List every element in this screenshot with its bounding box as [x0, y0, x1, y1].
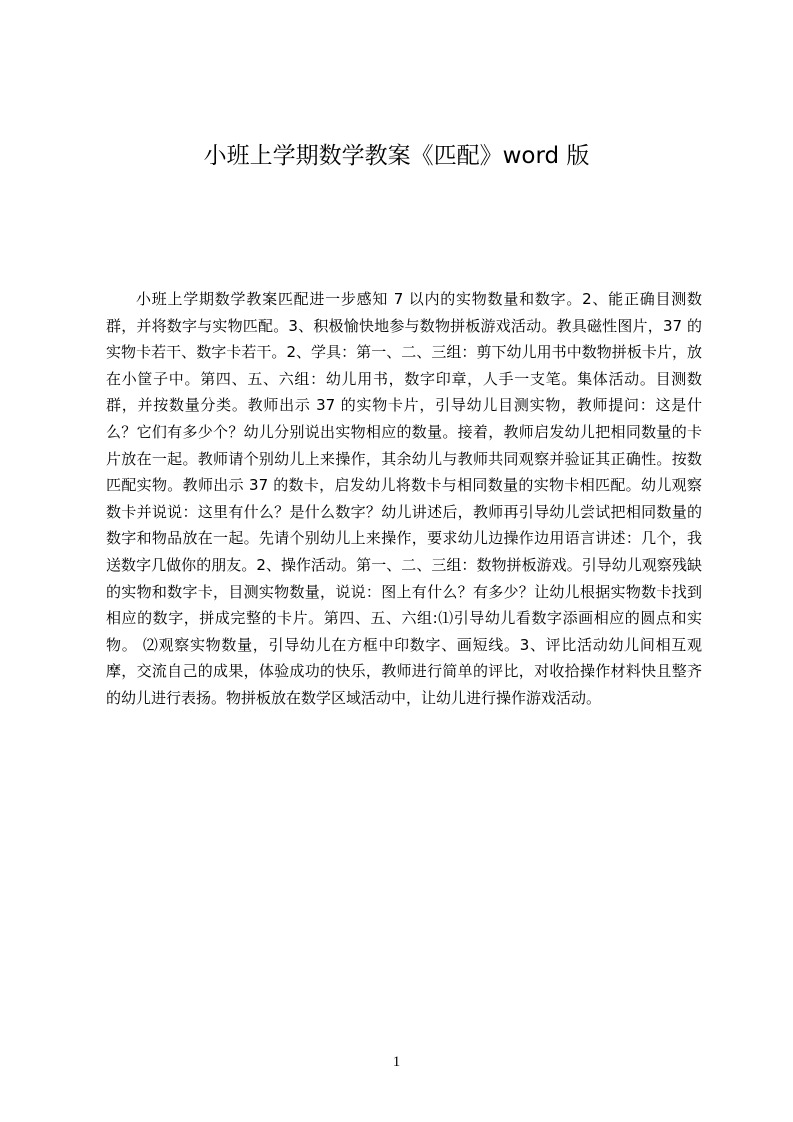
document-body-paragraph: 小班上学期数学教案匹配进一步感知 7 以内的实物数量和数字。2、能正确目测数群，并将数字与实物匹配。3、积极愉快地参与数物拼板游戏活动。教具磁性图片，37 的实物卡若干、数字卡若干。2、学具：第一、二、三组：剪下幼儿用书中数物拼板卡片，放在小筐子中。第四、五、六组：幼儿用书，数字印章，人手一支笔。集体活动。目测数群，并按数量分类。教师出示 37 的实物卡片，引导幼儿目测实物，教师提问：这是什么？它们有多少个？幼儿分别说出实物相应的数量。接着，教师启发幼儿把相同数量的卡片放在一起。教师请个别幼儿上来操作，其余幼儿与教师共同观察并验证其正确性。按数匹配实物。教师出示 37 的数卡，启发幼儿将数卡与相同数量的实物卡相匹配。幼儿观察数卡并说说：这里有什么？是什么数字？幼儿讲述后，教师再引导幼儿尝试把相同数量的数字和物品放在一起。先请个别幼儿上来操作，要求幼儿边操作边用语言讲述：几个，我送数字几做你的朋友。2、操作活动。第一、二、三组：数物拼板游戏。引导幼儿观察残缺的实物和数字卡，目测实物数量，说说：图上有什么？有多少？让幼儿根据实物数卡找到相应的数字，拼成完整的卡片。第四、五、六组:⑴引导幼儿看数字添画相应的圆点和实物。 ⑵观察实物数量，引导幼儿在方框中印数字、画短线。3、评比活动幼儿间相互观摩，交流自己的成果，体验成功的快乐，教师进行简单的评比，对收拾操作材料快且整齐的幼儿进行表扬。物拼板放在数学区域活动中，让幼儿进行操作游戏活动。 — [106, 290, 702, 707]
document-title: 小班上学期数学教案《匹配》word 版 — [203, 143, 590, 169]
page-number: 1 — [392, 1054, 401, 1070]
